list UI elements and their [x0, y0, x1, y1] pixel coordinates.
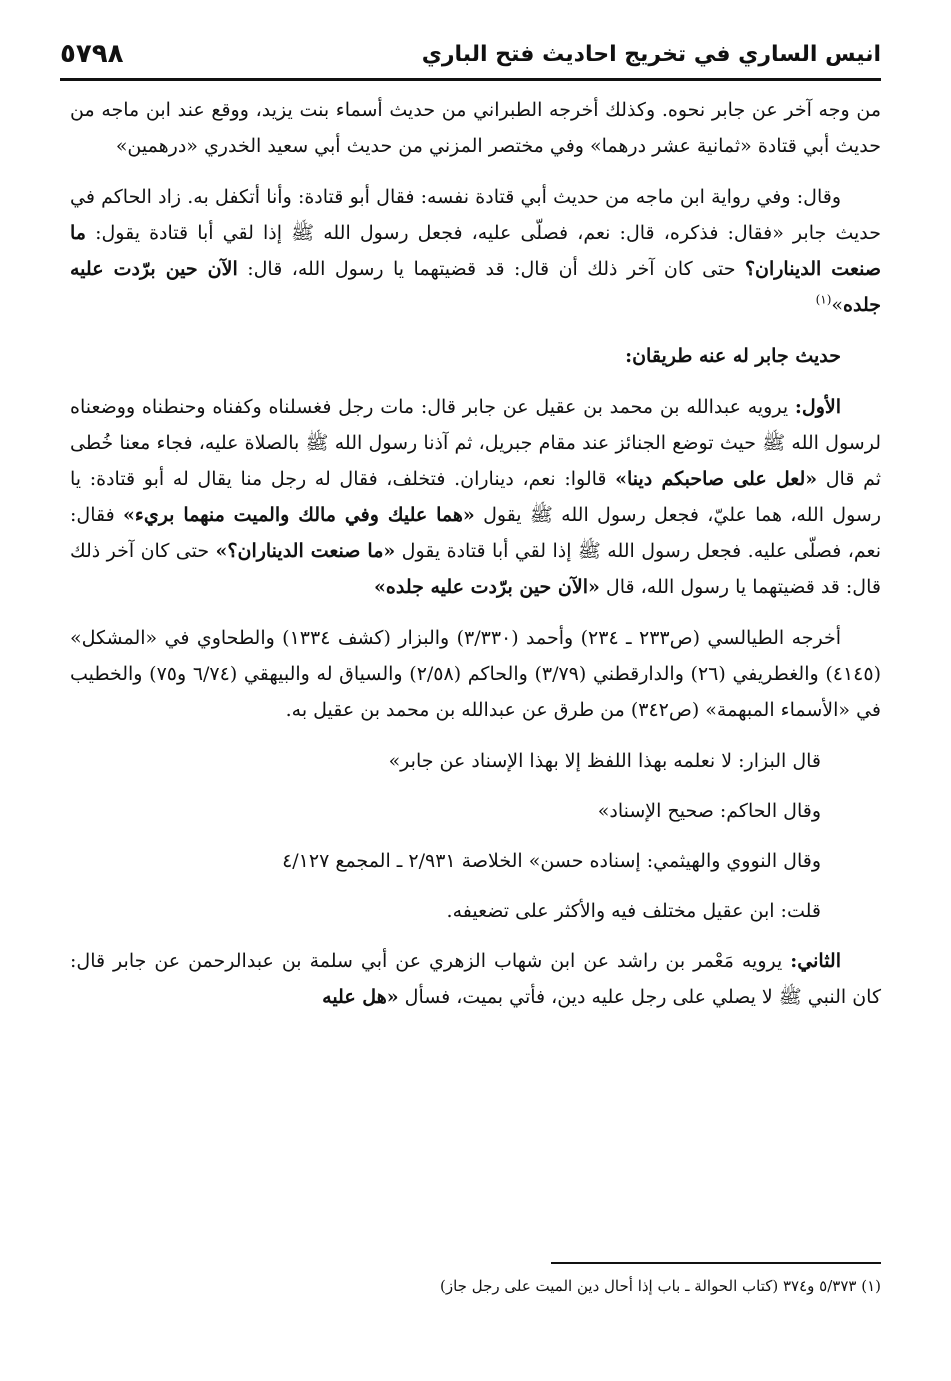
second-route-bold-1: «هل عليه — [322, 986, 399, 1008]
first-route-text-4: حتى كان آخر ذلك قال: قد قضيتهما يا رسول الله، قال — [70, 540, 881, 598]
page-body — [70, 92, 881, 1030]
paragraph-2-bold-2: الآن حين برّدت عليه جلده — [70, 258, 881, 316]
second-route-text-1: يرويه مَعْمر بن راشد عن ابن شهاب الزهري عن أبي سلمة بن عبدالرحمن عن جابر قال: كان النبي ﷺ لا يصلي على رجل عليه دين، فأتي بميت، فسأل — [70, 950, 881, 1008]
paragraph-2-text-3: » — [831, 294, 844, 316]
first-route-bold-2: «هما عليك وفي مالك والميت منهما بريء» — [123, 504, 475, 526]
takhrij-paragraph: أخرجه الطيالسي (ص٢٣٣ ـ ٢٣٤) وأحمد (٣/٣٣٠) والبزار (كشف ١٣٣٤) والطحاوي في «المشكل» (٤١٤٥) والغطريفي (٢٦) والدارقطني (٣/٧٩) والحاكم (٢/٥٨) والسياق له والبيهقي (٦/٧٤ و٧٥) والخطيب في «الأسماء المبهمة» (ص٣٤٢) من طرق عن عبدالله بن محمد بن عقيل به. — [70, 627, 881, 721]
first-route-text-3: فقال: نعم، فصلّى عليه. فجعل رسول الله ﷺ إذا لقي أبا قتادة يقول — [70, 504, 881, 562]
first-route-bold-3: «ما صنعت الديناران؟» — [215, 540, 396, 562]
paragraph-2-bold-1: ما صنعت الديناران؟ — [70, 222, 881, 280]
section-heading — [70, 338, 881, 374]
first-route-lead: الأول: — [794, 396, 841, 418]
quote-bazzar: قال البزار: لا نعلمه بهذا اللفظ إلا بهذا الإسناد عن جابر» — [388, 750, 821, 772]
quote-nawawi: وقال النووي والهيثمي: إسناده حسن» الخلاصة ٢/٩٣١ ـ المجمع ٤/١٢٧ — [282, 850, 821, 872]
paragraph-first-route — [70, 389, 881, 605]
page-header — [60, 30, 881, 81]
running-title: انيس الساري في تخريج احاديث فتح الباري — [421, 41, 881, 67]
section-heading-text: حديث جابر له عنه طريقان: — [625, 345, 841, 367]
paragraph-1: من وجه آخر عن جابر نحوه. وكذلك أخرجه الطبراني من حديث أسماء بنت يزيد، ووقع عند ابن ماجه من حديث أبي قتادة «ثمانية عشر درهما» وفي مختصر المزني من حديث أبي سعيد الخدري «درهمين» — [70, 99, 881, 157]
page-number: ٥٧٩٨ — [60, 39, 124, 69]
quote-hakim: وقال الحاكم: صحيح الإسناد» — [597, 800, 821, 822]
paragraph-2 — [70, 179, 881, 323]
first-route-bold-4: «الآن حين برّدت عليه جلده» — [374, 576, 600, 598]
second-route-lead: الثاني: — [790, 950, 841, 972]
first-route-text-2: قالوا: نعم، ديناران. فتخلف، فقال له رجل منا يقال له أبو قتادة: يا رسول الله، هما عليّ، فجعل رسول الله ﷺ يقول — [70, 468, 881, 526]
footnote: (١) ٥/٣٧٣ و٣٧٤ (كتاب الحوالة ـ باب إذا أحال دين الميت على رجل جاز) — [440, 1277, 881, 1295]
first-route-text-1: يرويه عبدالله بن محمد بن عقيل عن جابر قال: مات رجل فغسلناه وكفناه وحنطناه ووضعناه لرسول الله ﷺ حيث توضع الجنائز عند مقام جبريل، ثم آذنا رسول الله ﷺ بالصلاة عليه، فجاء معنا خُطى ثم قال — [70, 396, 881, 490]
footnote-marker: (١) — [815, 292, 832, 307]
paragraph-2-text-1: وقال: وفي رواية ابن ماجه من حديث أبي قتادة نفسه: فقال أبو قتادة: وأنا أتكفل به. زاد الحاكم في حديث جابر «فقال: فذكره، قال: نعم، فصلّى عليه، فجعل رسول الله ﷺ إذا لقي أبا قتادة يقول: — [70, 186, 881, 244]
footnote-divider — [551, 1262, 881, 1264]
paragraph-second-route — [70, 943, 881, 1015]
first-route-bold-1: «لعل على صاحبكم دينا» — [615, 468, 818, 490]
quote-author: قلت: ابن عقيل مختلف فيه والأكثر على تضعيفه. — [446, 900, 821, 922]
paragraph-2-text-2: حتى كان آخر ذلك أن قال: قد قضيتهما يا رسول الله، قال: — [237, 258, 745, 280]
